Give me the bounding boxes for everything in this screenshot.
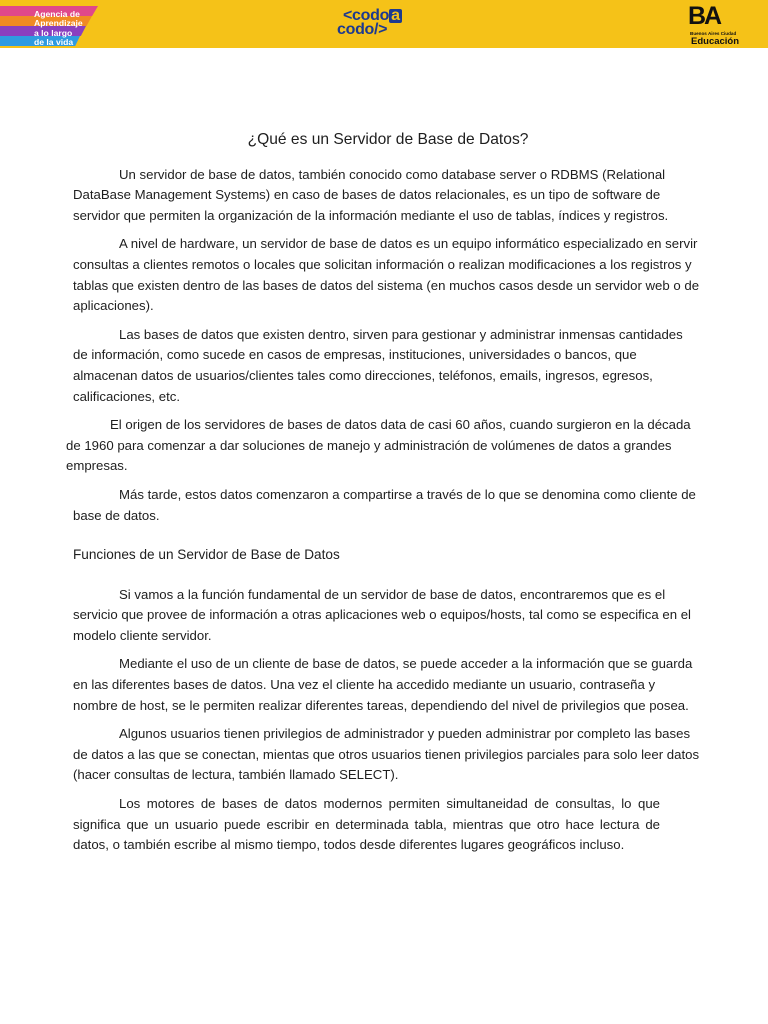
paragraph-text: Algunos usuarios tienen privilegios de administrador y pueden administrar por completo las bases de datos a las que se conectan, mientas que otros usuarios tienen privilegios parciales para solo leer datos (hacer consultas de lectura, también llamado SELECT).: [73, 726, 700, 783]
paragraph: [66, 794, 700, 856]
page-header: [0, 0, 768, 48]
paragraph: [66, 165, 700, 227]
agency-logo-text: [34, 10, 98, 48]
ba-logo: [686, 4, 752, 46]
paragraph-text: Si vamos a la función fundamental de un servidor de base de datos, encontraremos que es el servicio que provee de información a otras aplicaciones web o equipos/hosts, tal como se especifica en el modelo cliente servidor.: [73, 586, 691, 643]
codoacodo-logo: [336, 9, 428, 39]
ba-logo-icon: [686, 4, 752, 26]
ba-subtitle: Buenos Aires Ciudad: [690, 31, 737, 36]
paragraph-text: A nivel de hardware, un servidor de base de datos es un equipo informático especializado en servir consultas a clientes remotos o locales que solicitan información o realizan modificaciones a los registros y tablas que existen dentro de las bases de datos del sistema (en muchos casos desde un servidor web o de aplicaciones).: [73, 236, 700, 314]
paragraph-text: El origen de los servidores de bases de datos data de casi 60 años, cuando surgieron en la década de 1960 para comenzar a dar soluciones de manejo y administración de volúmenes de datos a grandes empresas.: [66, 417, 691, 474]
agency-logo: [0, 6, 100, 46]
paragraph: [66, 485, 700, 526]
paragraph: [66, 724, 700, 786]
document-body: [66, 130, 700, 864]
paragraph: [66, 415, 700, 477]
agency-line: de la vida: [34, 37, 74, 48]
paragraph: [66, 325, 700, 407]
page-title: ¿Qué es un Servidor de Base de Datos?: [247, 131, 529, 148]
paragraph: [66, 234, 700, 316]
paragraph-text: Más tarde, estos datos comenzaron a compartirse a través de lo que se denomina como cliente de base de datos.: [73, 486, 696, 523]
codoacodo-word-1: <codo: [343, 7, 390, 24]
section-subtitle: Funciones de un Servidor de Base de Datos: [73, 547, 340, 563]
paragraph-text: Las bases de datos que existen dentro, sirven para gestionar y administrar inmensas cantidades de información, como sucede en casos de empresas, instituciones, universidades o bancos, que almacenan datos de usuarios/clientes tales como direcciones, teléfonos, emails, ingresos, egresos, calificaciones, etc.: [73, 326, 683, 404]
codoacodo-a: a: [391, 7, 400, 24]
codoacodo-line-2: codo/>: [337, 21, 388, 38]
paragraph: [66, 585, 700, 647]
paragraph-text: Los motores de bases de datos modernos permiten simultaneidad de consultas, lo que significa que un usuario puede escribir en determinada tabla, mientras que otro hace lectura de datos, o también escribe al mismo tiempo, todos desde diferentes lugares geográficos incluso.: [73, 796, 660, 853]
agency-line: Agencia de: [34, 9, 80, 19]
agency-line: Aprendizaje: [34, 18, 83, 29]
paragraph-text: Un servidor de base de datos, también conocido como database server o RDBMS (Relational DataBase Management Systems) en caso de bases de datos relacionales, es un tipo de software de servidor que permiten la organización de la información mediante el uso de tablas, índices y registros.: [73, 166, 669, 223]
paragraph: [66, 654, 700, 716]
agency-line: a lo largo: [34, 27, 73, 38]
ba-logo-letters: BA: [688, 4, 721, 26]
ba-education-label: Educación: [691, 36, 740, 47]
paragraph-text: Mediante el uso de un cliente de base de datos, se puede acceder a la información que se guarda en las diferentes bases de datos. Una vez el cliente ha accedido mediante un usuario, contraseña y nombre de host, se le permiten realizar diferentes tareas, dependiendo del nivel de privilegios que posea.: [73, 656, 693, 713]
